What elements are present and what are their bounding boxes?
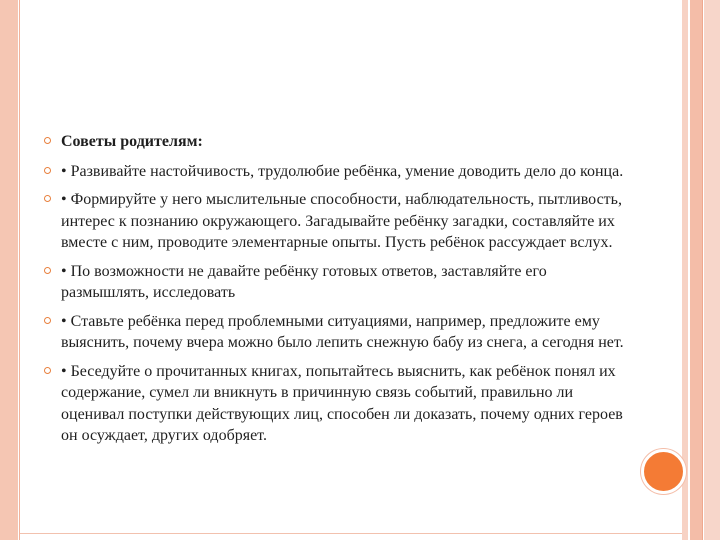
list-item	[44, 361, 624, 447]
list-item	[44, 311, 624, 354]
bullet-icon	[44, 267, 51, 274]
bottom-rule	[20, 533, 682, 534]
slide-heading	[44, 131, 624, 153]
list-item	[44, 161, 624, 183]
bullet-icon	[44, 167, 51, 174]
bullet-icon	[44, 137, 51, 144]
bullet-icon	[44, 367, 51, 374]
heading-text: Советы родителям:	[61, 133, 203, 150]
list-item-text: • Развивайте настойчивость, трудолюбие ребёнка, умение доводить дело до конца.	[61, 162, 624, 180]
list-item-text: • Ставьте ребёнка перед проблемными ситуациями, например, предложите ему выяснить, почему вчера можно было лепить снежную бабу из снега, а сегодня нет.	[61, 312, 624, 351]
slide-body	[44, 131, 624, 454]
list-item-text: • По возможности не давайте ребёнку готовых ответов, заставляйте его размышлять, исследовать	[61, 262, 547, 301]
list-item-text: • Беседуйте о прочитанных книгах, попытайтесь выяснить, как ребёнок понял их содержание, сумел ли вникнуть в причинную связь событий, правильно ли оценивал поступки действующих лиц, способен ли доказать, почему одних героев он осуждает, других одобряет.	[61, 362, 623, 444]
list-item-text: • Формируйте у него мыслительные способности, наблюдательность, пытливость, интерес к познанию окружающего. Загадывайте ребёнку загадки, составляйте их вместе с ним, проводите элементарные опыты. Пусть ребёнок рассуждает вслух.	[61, 191, 622, 251]
right-decorative-band	[682, 0, 688, 540]
left-decorative-line	[19, 0, 20, 540]
accent-circle	[641, 449, 686, 494]
right-decorative-band	[690, 0, 702, 540]
bullet-icon	[44, 195, 51, 202]
right-decorative-band	[704, 0, 720, 540]
list-item	[44, 189, 624, 254]
bullet-icon	[44, 317, 51, 324]
list-item	[44, 261, 624, 304]
right-decorative-line	[702, 0, 703, 540]
left-decorative-stripe	[0, 0, 18, 540]
